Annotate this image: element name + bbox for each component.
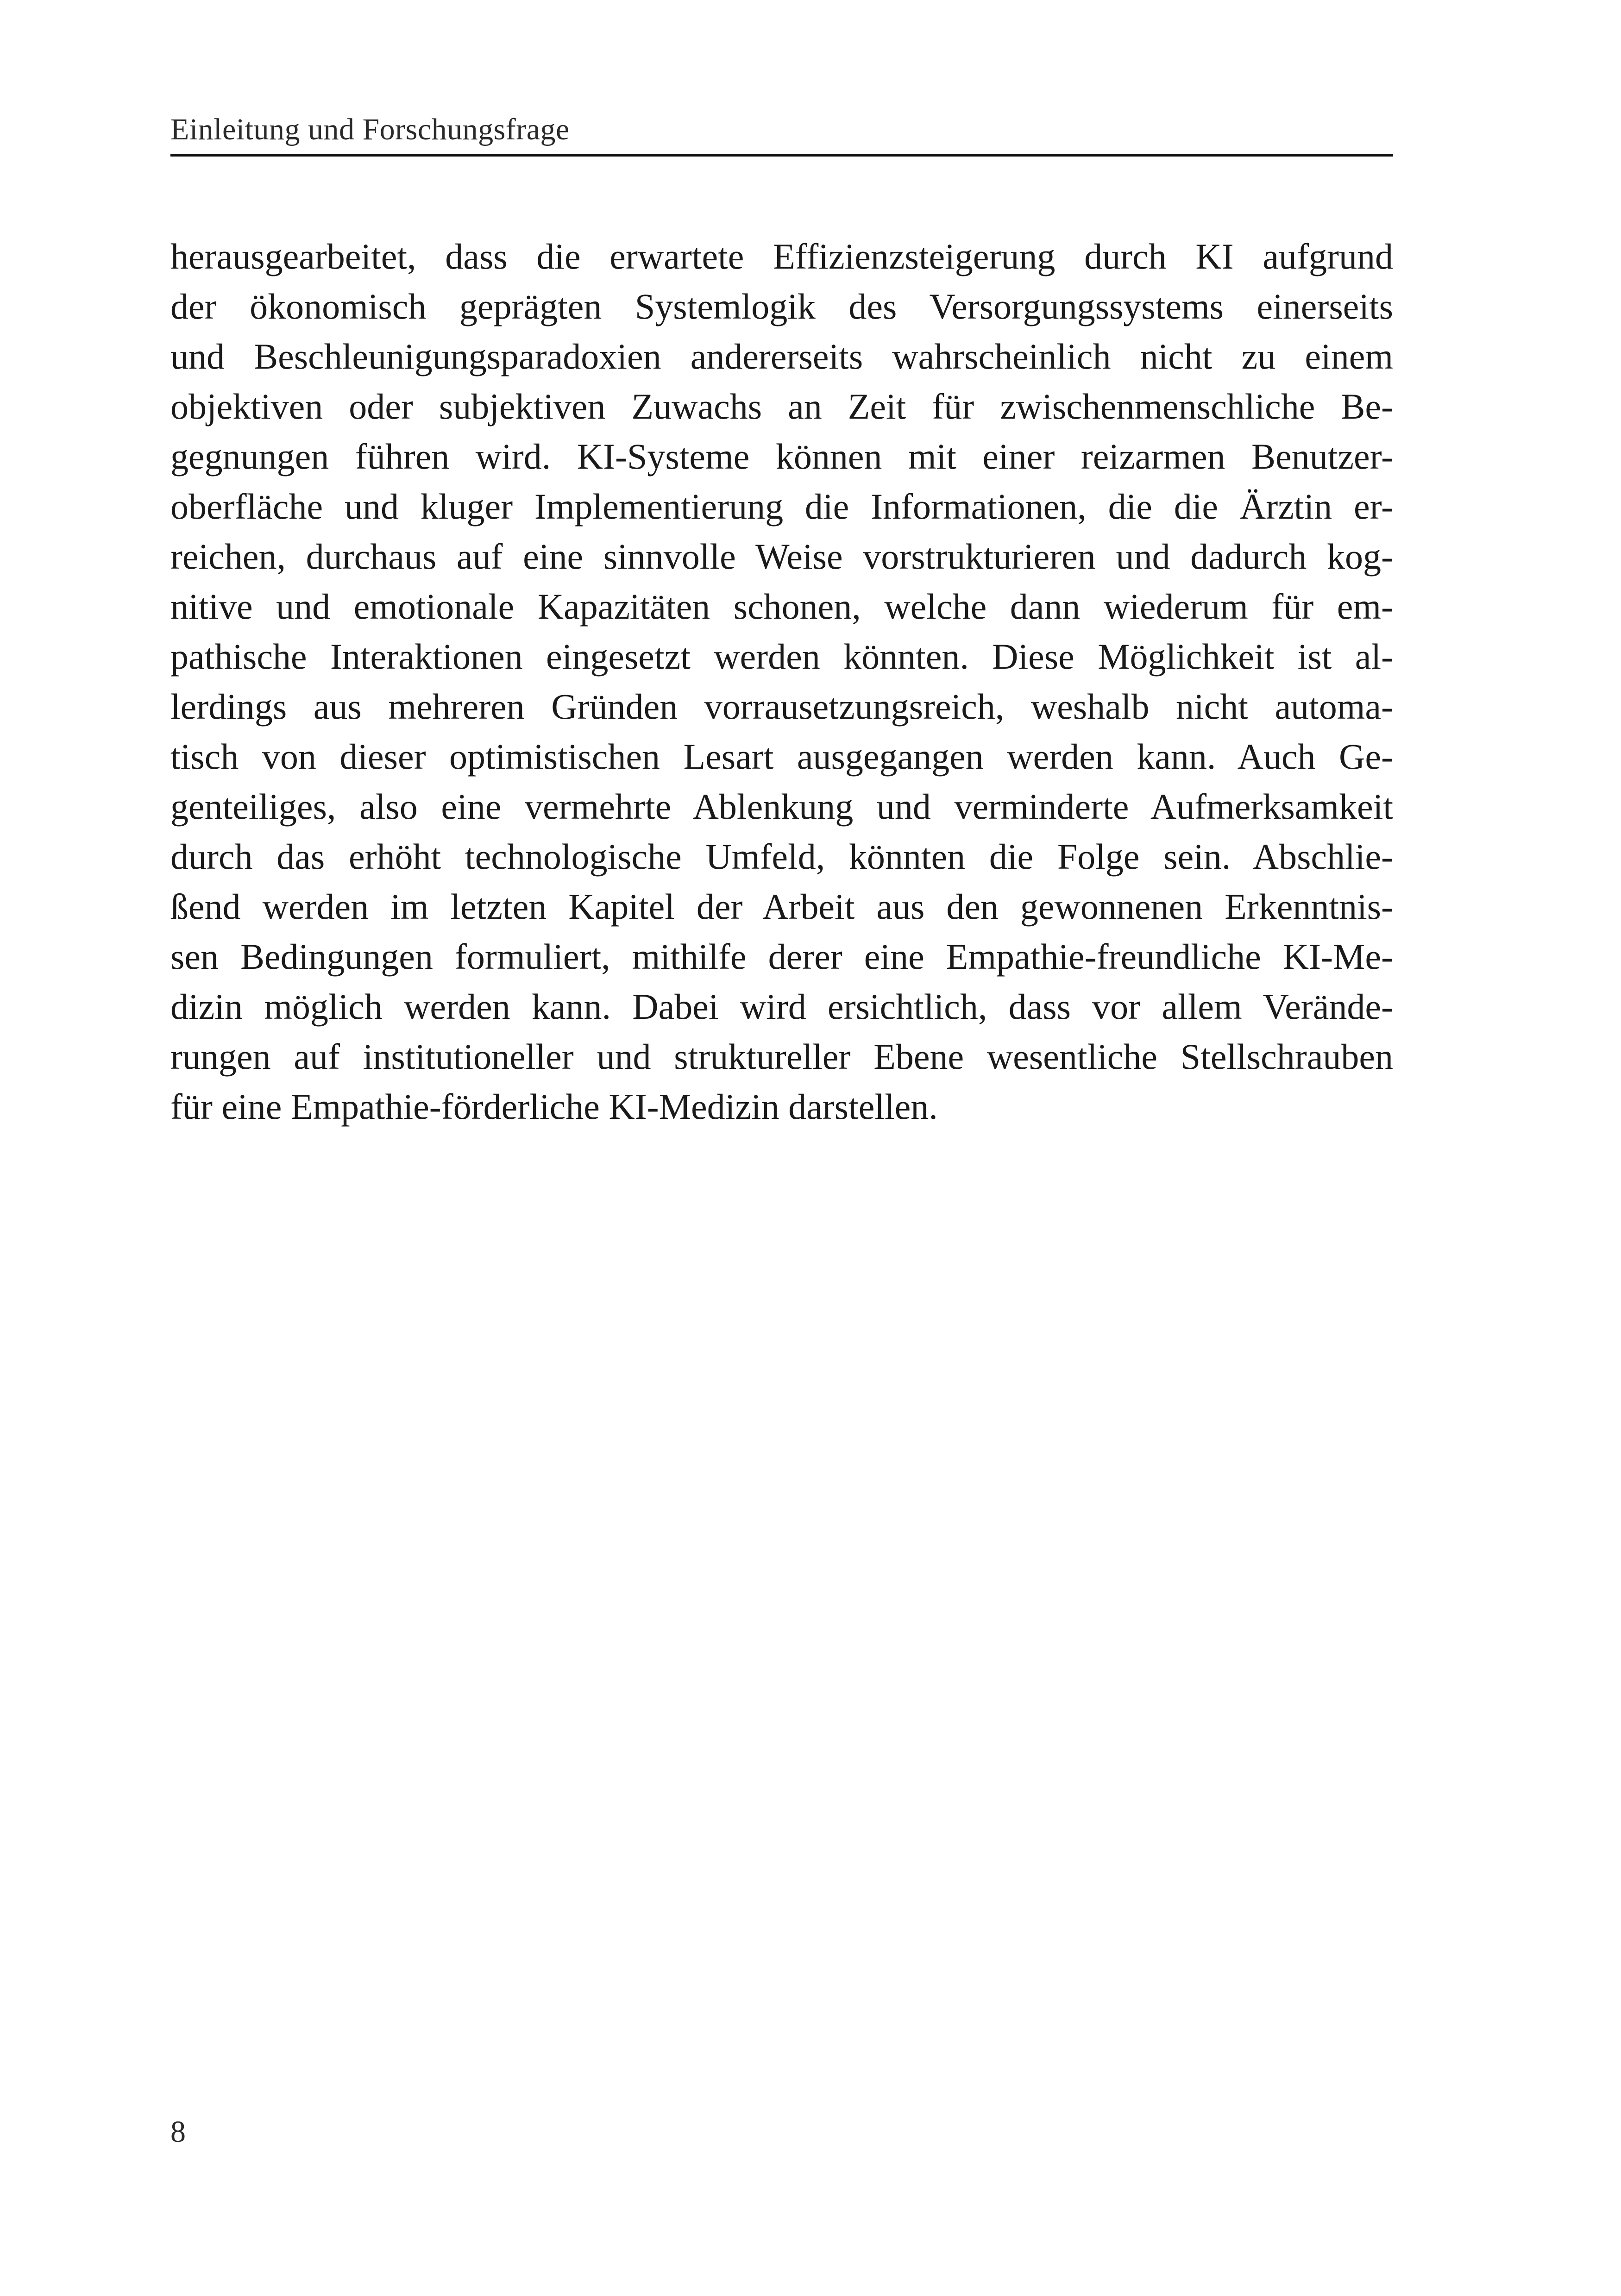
running-header: Einleitung und Forschungsfrage [170, 113, 570, 146]
text-line: tisch von dieser optimistischen Lesart ausgegangen werden kann. Auch Ge- [170, 736, 1393, 777]
text-line: reichen, durchaus auf eine sinnvolle Weise vorstrukturieren und dadurch kog- [170, 536, 1393, 577]
text-line: gegnungen führen wird. KI-Systeme können mit einer reizarmen Benutzer- [170, 436, 1393, 477]
text-line: rungen auf institutioneller und struktureller Ebene wesentliche Stellschrauben [170, 1036, 1393, 1077]
text-line: herausgearbeitet, dass die erwartete Effizienzsteigerung durch KI aufgrund [170, 236, 1393, 276]
text-line: sen Bedingungen formuliert, mithilfe derer eine Empathie-freundliche KI-Me- [170, 936, 1393, 977]
text-line: oberfläche und kluger Implementierung die Informationen, die die Ärztin er- [170, 486, 1393, 527]
text-line: und Beschleunigungsparadoxien andererseits wahrscheinlich nicht zu einem [170, 336, 1393, 376]
text-line: pathische Interaktionen eingesetzt werden könnten. Diese Möglichkeit ist al- [170, 636, 1393, 677]
text-line: nitive und emotionale Kapazitäten schonen, welche dann wiederum für em- [170, 586, 1393, 627]
text-line: ßend werden im letzten Kapitel der Arbeit aus den gewonnenen Erkenntnis- [170, 886, 1393, 927]
header-rule [170, 154, 1393, 157]
page-number: 8 [170, 2115, 186, 2149]
body-paragraph [170, 232, 1393, 1132]
text-line: objektiven oder subjektiven Zuwachs an Zeit für zwischenmenschliche Be- [170, 386, 1393, 427]
text-line: für eine Empathie-förderliche KI-Medizin darstellen. [170, 1086, 938, 1127]
text-line: dizin möglich werden kann. Dabei wird ersichtlich, dass vor allem Verände- [170, 986, 1393, 1027]
text-line: lerdings aus mehreren Gründen vorrausetzungsreich, weshalb nicht automa- [170, 686, 1393, 727]
text-line: durch das erhöht technologische Umfeld, könnten die Folge sein. Abschlie- [170, 836, 1393, 877]
text-line: der ökonomisch geprägten Systemlogik des Versorgungssystems einerseits [170, 286, 1393, 326]
text-line: genteiliges, also eine vermehrte Ablenkung und verminderte Aufmerksamkeit [170, 786, 1393, 827]
